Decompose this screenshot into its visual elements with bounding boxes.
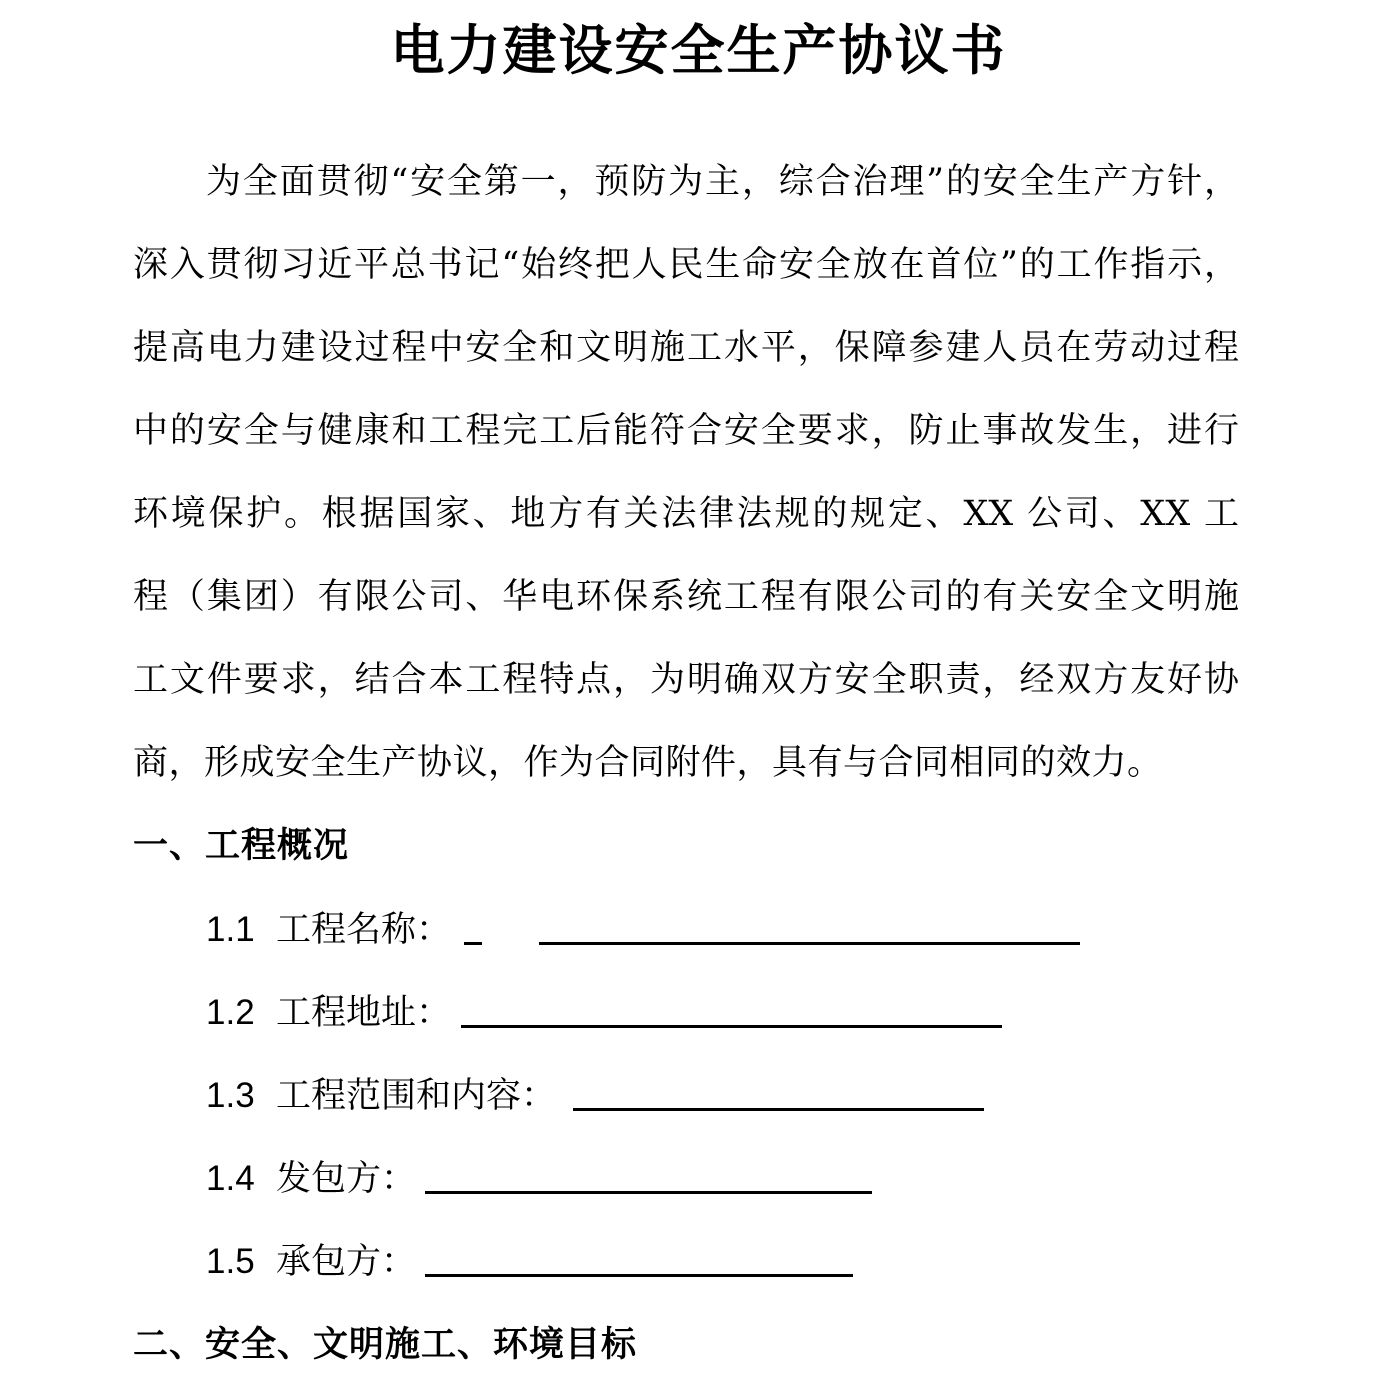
item-label: 工程名称： bbox=[276, 910, 452, 950]
contractor-field[interactable] bbox=[425, 1274, 853, 1277]
item-number: 1.1 bbox=[206, 910, 255, 949]
intro-line: 深入贯彻习近平总书记“始终把人民生命安全放在首位”的工作指示， bbox=[133, 245, 1239, 285]
item-number: 1.2 bbox=[206, 993, 255, 1032]
employer-field[interactable] bbox=[425, 1191, 872, 1194]
section-heading-overview: 一、工程概况 bbox=[133, 825, 350, 866]
item-label: 工程范围和内容： bbox=[276, 1076, 557, 1116]
intro-line: 为全面贯彻“安全第一，预防为主，综合治理”的安全生产方针， bbox=[206, 162, 1239, 202]
intro-line: 工文件要求，结合本工程特点，为明确双方安全职责，经双方友好协 bbox=[133, 660, 1239, 700]
item-label: 工程地址： bbox=[276, 993, 452, 1033]
intro-line: 程（集团）有限公司、华电环保系统工程有限公司的有关安全文明施 bbox=[133, 577, 1239, 617]
document-title: 电力建设安全生产协议书 bbox=[390, 18, 1007, 82]
project-address-field[interactable] bbox=[461, 1025, 1002, 1028]
item-contractor bbox=[206, 1238, 416, 1286]
item-project-address bbox=[206, 989, 451, 1037]
item-number: 1.3 bbox=[206, 1076, 255, 1115]
item-number: 1.5 bbox=[206, 1242, 255, 1281]
intro-line: 提高电力建设过程中安全和文明施工水平，保障参建人员在劳动过程 bbox=[133, 328, 1239, 368]
item-project-scope bbox=[206, 1072, 556, 1120]
item-number: 1.4 bbox=[206, 1159, 255, 1198]
item-project-name bbox=[206, 906, 451, 954]
project-name-field[interactable] bbox=[539, 942, 1080, 945]
intro-line: 中的安全与健康和工程完工后能符合安全要求，防止事故发生，进行 bbox=[133, 411, 1239, 451]
intro-line: 环境保护。根据国家、地方有关法律法规的规定、XX 公司、XX 工 bbox=[133, 494, 1239, 534]
project-scope-field[interactable] bbox=[573, 1108, 984, 1111]
item-label: 承包方： bbox=[276, 1242, 417, 1282]
project-name-blank-short[interactable] bbox=[464, 942, 482, 945]
intro-line: 商，形成安全生产协议，作为合同附件，具有与合同相同的效力。 bbox=[133, 743, 1163, 783]
section-heading-targets: 二、安全、文明施工、环境目标 bbox=[133, 1324, 638, 1365]
item-employer bbox=[206, 1155, 416, 1203]
item-label: 发包方： bbox=[276, 1159, 417, 1199]
